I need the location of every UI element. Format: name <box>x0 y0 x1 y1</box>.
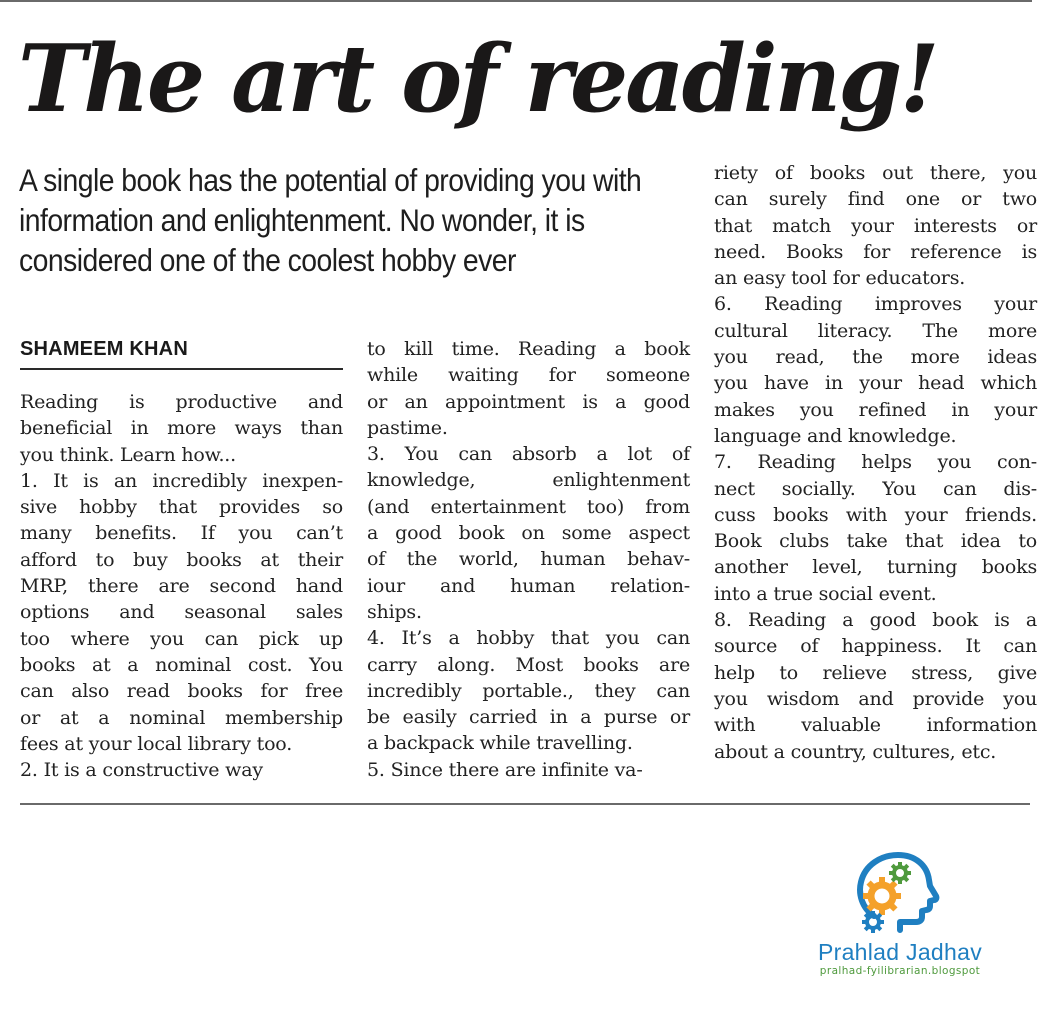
article-line: into a true social event. <box>714 582 937 605</box>
article-line: nect socially. You can dis- <box>714 477 1037 500</box>
article-line: 7. Reading helps you con- <box>714 451 1037 474</box>
article-line: to kill time. Reading a book <box>367 338 690 360</box>
article-line: you wisdom and provide you <box>714 687 1037 710</box>
article-line: 3. You can absorb a lot of <box>367 443 690 466</box>
article-line: 8. Reading a good book is a <box>714 609 1037 632</box>
article-line: you read, the more ideas <box>714 346 1037 369</box>
article-line: incredibly portable., they can <box>367 679 690 702</box>
article-line: 1. It is an incredibly inexpen- <box>20 469 343 492</box>
article-line: a good book on some aspect <box>367 522 690 545</box>
article-line: source of happiness. It can <box>714 635 1037 658</box>
article-line: help to relieve stress, give <box>714 661 1037 684</box>
article-line: you think. Learn how... <box>20 443 236 466</box>
article-line: can also read books for free <box>20 680 343 703</box>
article-line: while waiting for someone <box>367 364 690 387</box>
byline-rule <box>20 368 343 370</box>
article-line: you have in your head which <box>714 372 1037 395</box>
article-line: cuss books with your friends. <box>714 503 1037 526</box>
article-line: many benefits. If you can’t <box>20 522 343 545</box>
article-line: fees at your local library too. <box>20 732 293 755</box>
article-line: language and knowledge. <box>714 424 957 447</box>
article-line: cultural literacy. The more <box>714 319 1037 342</box>
top-rule <box>0 0 1032 2</box>
article-line: riety of books out there, you <box>714 162 1037 184</box>
article-line: pastime. <box>367 416 448 439</box>
article-line: 5. Since there are infinite va- <box>367 758 643 781</box>
article-line: afford to buy books at their <box>20 548 343 571</box>
article-column-2 <box>367 336 690 783</box>
article-line: MRP, there are second hand <box>20 575 343 598</box>
article-line: 6. Reading improves your <box>714 293 1037 316</box>
head-with-gears-icon <box>852 850 952 936</box>
article-line: options and seasonal sales <box>20 601 343 624</box>
article-line: ships. <box>367 600 422 623</box>
article-line: sive hobby that provides so <box>20 496 343 519</box>
article-line: can surely find one or two <box>714 188 1037 211</box>
article-line: beneficial in more ways than <box>20 417 343 440</box>
article-line: another level, turning books <box>714 556 1037 579</box>
article-line: knowledge, enlightenment <box>367 469 690 492</box>
article-line: carry along. Most books are <box>367 653 690 676</box>
headline: The art of reading! <box>18 24 937 133</box>
standfirst: A single book has the potential of providing you with information and enlightenment. No wonder, it is considered one of the coolest hobby ever <box>19 162 642 278</box>
article-column-1 <box>20 389 343 783</box>
article-line: iour and human relation- <box>367 574 690 597</box>
article-line: too where you can pick up <box>20 627 343 650</box>
article-line: with valuable information <box>714 714 1037 737</box>
article-line: or an appointment is a good <box>367 390 690 413</box>
article-line: about a country, cultures, etc. <box>714 740 997 763</box>
watermark-name: Prahlad Jadhav <box>817 939 983 965</box>
article-line: books at a nominal cost. You <box>20 653 343 676</box>
watermark-url: pralhad-fyilibrarian.blogspot <box>819 965 981 977</box>
watermark-logo <box>800 850 1000 990</box>
bottom-rule <box>20 803 1030 805</box>
article-column-3 <box>714 160 1037 765</box>
article-line: of the world, human behav- <box>367 548 690 571</box>
article-line: 4. It’s a hobby that you can <box>367 627 690 650</box>
byline: SHAMEEM KHAN <box>20 338 188 360</box>
article-line: that match your interests or <box>714 214 1037 237</box>
article-line: 2. It is a constructive way <box>20 759 263 782</box>
article-line: or at a nominal membership <box>20 706 343 729</box>
article-line: (and entertainment too) from <box>367 495 690 518</box>
article-line: Book clubs take that idea to <box>714 530 1037 553</box>
article-line: makes you refined in your <box>714 398 1037 421</box>
article-line: an easy tool for educators. <box>714 267 966 290</box>
article-line: be easily carried in a purse or <box>367 706 690 729</box>
article-line: a backpack while travelling. <box>367 732 633 755</box>
article-line: need. Books for reference is <box>714 240 1037 263</box>
article-line: Reading is productive and <box>20 391 343 413</box>
